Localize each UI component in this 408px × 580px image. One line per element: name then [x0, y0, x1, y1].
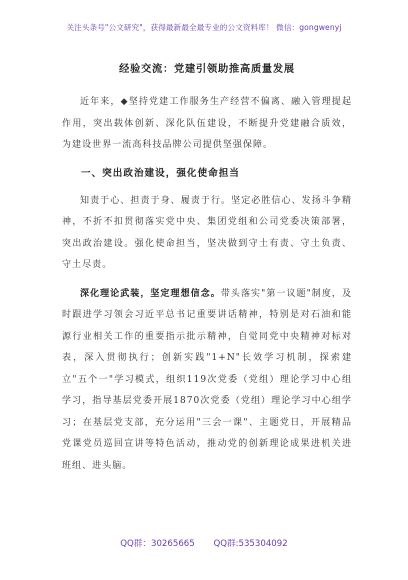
footer-qq-group-2: QQ群:535304092 [213, 539, 288, 549]
intro-paragraph: 近年来，◆坚持党建工作服务生产经营不偏离、融入管理提起作用，突出载体创新、深化队伍建设，不断提升党建融合质效，为建设世界一流高科技品牌公司提供坚强保障。 [62, 97, 352, 150]
theory-paragraph [62, 284, 352, 478]
header-banner: 关注头条号"公文研究"，获得最新最全最专业的公文资料库！ 微信：gongwenyj [66, 23, 342, 32]
document-body [62, 60, 352, 477]
footer-qq-group-1: QQ群：30265665 [120, 539, 195, 549]
document-title: 经验交流：党建引领助推高质量发展 [119, 64, 295, 75]
paragraph-body: 带头落实"第一议题"制度，及时跟进学习领会习近平总书记重要讲话精神，特别是对石油和能源行业相关工作的重要指示批示精神，自觉同党中央精神对标对表，深入贯彻执行；创新实践"1+N"长效学习机制，探索建立"五个一"学习模式，组织119次党委（党组）理论学习中心组学习，指导基层党委开展1870次党委（党组）理论学习中心组学习；在基层党支部，充分运用"三会一课"、主题党日，开展精品党课党员巡回宣讲等特色活动，推动党的创新理论成果进机关进班组、进头脑。 [62, 288, 353, 471]
section-paragraph: 知责于心、担责于身、履责于行。坚定必胜信心、发扬斗争精神，不折不扣贯彻落实党中央、集团党组和公司党委决策部署，突出政治建设。强化使命担当，坚决做到守土有责、守土负责、守土尽责。 [62, 195, 352, 270]
paragraph-gap [62, 277, 352, 284]
footer [0, 537, 408, 549]
section-heading: 一、突出政治建设，强化使命担当 [81, 167, 240, 179]
paragraph-lead: 深化理论武装，坚定理想信念。 [80, 288, 221, 299]
